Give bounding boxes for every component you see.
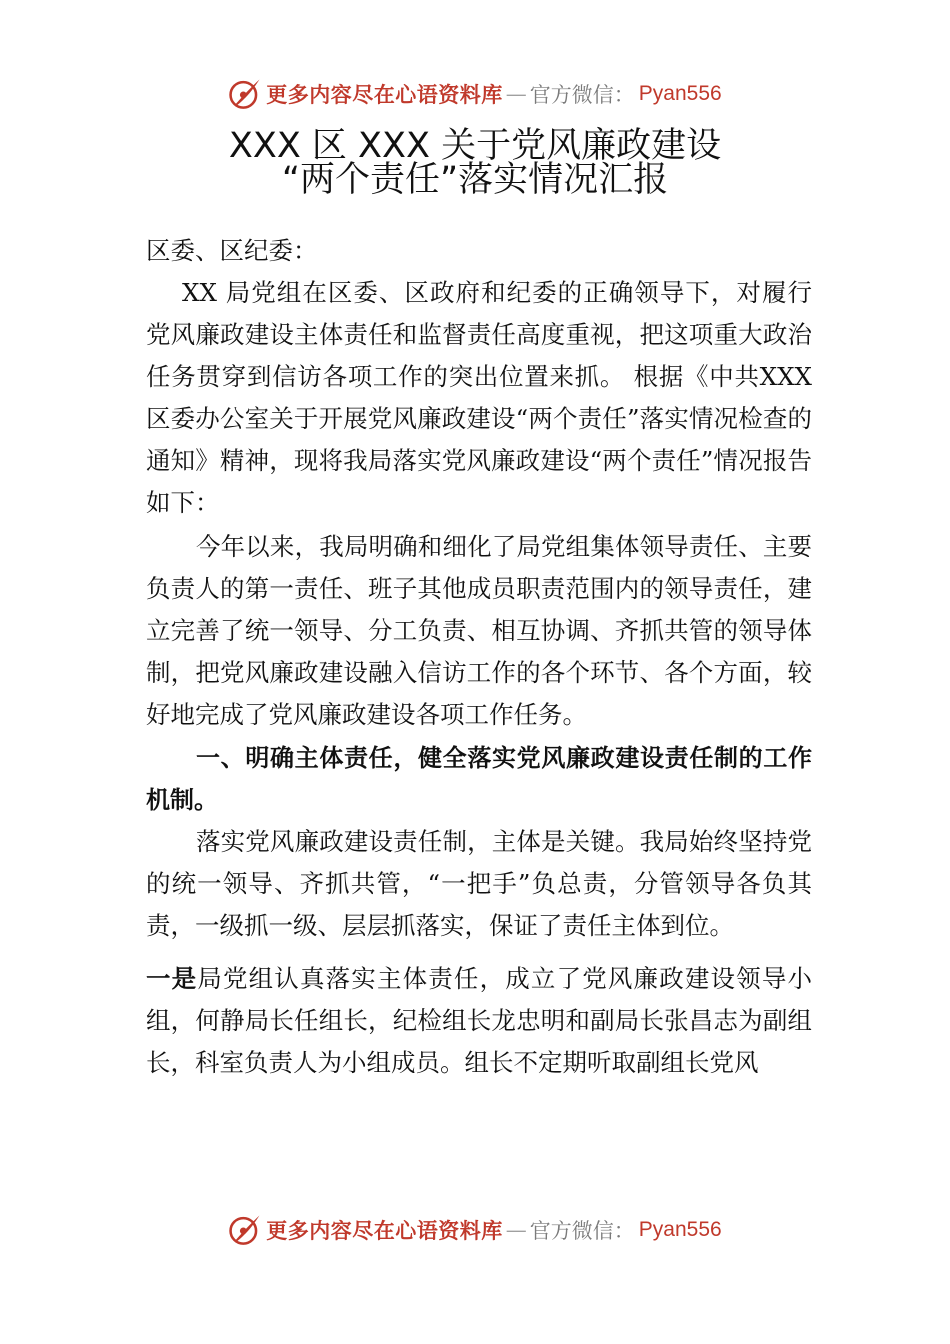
header-banner: [0, 72, 950, 116]
paragraph-point1: [146, 958, 812, 1084]
document-title-line2: “两个责任”落实情况汇报: [281, 160, 669, 200]
banner-slogan: 更多内容尽在心语资料库: [266, 82, 503, 107]
footer-banner: [0, 1208, 950, 1252]
banner-separator: —: [505, 82, 527, 106]
paragraph-section1: 落实党风廉政建设责任制，主体是关键。我局始终坚持党的统一领导、齐抓共管，“一把手”负总责，分管领导各负其责，一级抓一级、层层抓落实，保证了责任主体到位。: [146, 827, 812, 940]
salutation: 区委、区纪委：: [146, 236, 318, 265]
banner-wechat-label: 官方微信：: [529, 1219, 635, 1243]
quill-logo-icon: [228, 77, 262, 111]
banner-separator: —: [505, 1218, 527, 1242]
quill-logo-icon: [228, 1213, 262, 1247]
banner-wechat-id: Pyan556: [638, 1218, 722, 1241]
section-heading-1: 一、明确主体责任，健全落实党风廉政建设责任制的工作机制。: [146, 744, 812, 814]
banner-wechat-id: Pyan556: [638, 82, 722, 105]
paragraph-intro: XX 局党组在区委、区政府和纪委的正确领导下，对履行党风廉政建设主体责任和监督责任高度重视，把这项重大政治任务贯穿到信访各项工作的突出位置来抓。 根据《中共XXX 区委办公室关于开展党风廉政建设“两个责任”落实情况检查的通知》精神，现将我局落实党风廉政建设“两个责任”情况报告如下：: [146, 278, 812, 517]
paragraph-overview: 今年以来，我局明确和细化了局党组集体领导责任、主要负责人的第一责任、班子其他成员职责范围内的领导责任，建立完善了统一领导、分工负责、相互协调、齐抓共管的领导体制，把党风廉政建设融入信访工作的各个环节、各个方面，较好地完成了党风廉政建设各项工作任务。: [146, 532, 812, 729]
banner-wechat-label: 官方微信：: [529, 83, 635, 107]
point1-text: 局党组认真落实主体责任，成立了党风廉政建设领导小组，何静局长任组长，纪检组长龙忠明和副局长张昌志为副组长，科室负责人为小组成员。组长不定期听取副组长党风: [146, 964, 813, 1077]
banner-slogan: 更多内容尽在心语资料库: [266, 1218, 503, 1243]
document-title-line1: XXX 区 XXX 关于党风廉政建设: [228, 126, 722, 166]
point1-lead: 一是: [146, 964, 198, 993]
